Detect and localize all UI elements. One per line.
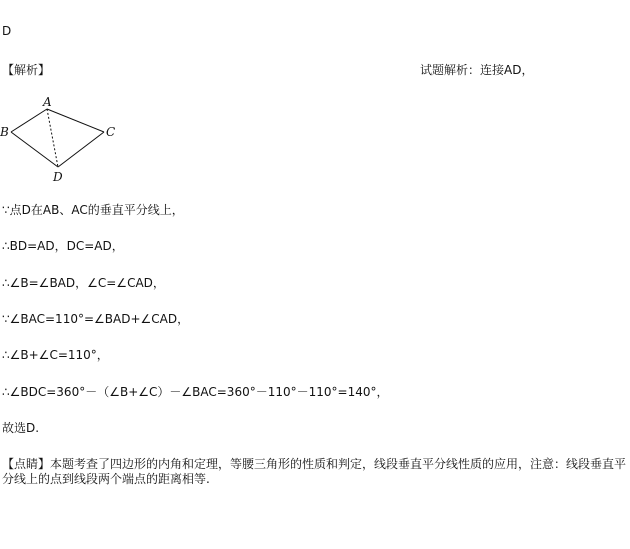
segment-ac [47,109,104,132]
point-label-b: B [0,125,9,139]
solution-step-4: ∵∠BAC=110°=∠BAD+∠CAD， [2,312,190,326]
solution-step-5: ∴∠B+∠C=110°， [2,348,109,362]
analysis-header: 【解析】 [2,63,51,77]
point-label-d: D [53,170,63,184]
solution-step-2: ∴BD=AD，DC=AD， [2,239,124,253]
geometry-figure [0,94,130,186]
point-label-a: A [43,95,52,109]
segment-ab [11,109,47,132]
segment-ad-dashed [47,109,58,167]
solution-step-3: ∴∠B=∠BAD，∠C=∠CAD， [2,276,165,290]
point-label-c: C [106,125,116,139]
conclusion-line: 故选D. [2,421,40,435]
quadrilateral-abdc [11,109,104,167]
analysis-intro: 试题解析：连接AD， [420,63,534,77]
segment-bd [11,132,58,167]
answer-letter: D [2,24,12,38]
comment-paragraph: 【点睛】本题考查了四边形的内角和定理，等腰三角形的性质和判定，线段垂直平分线性质的应用，注意：线段垂直平分线上的点到线段两个端点的距离相等. [2,457,627,486]
solution-step-6: ∴∠BDC=360°－（∠B+∠C）－∠BAC=360°－110°－110°=140°， [2,385,389,399]
segment-cd [58,132,104,167]
solution-step-1: ∵点D在AB、AC的垂直平分线上， [2,203,184,217]
